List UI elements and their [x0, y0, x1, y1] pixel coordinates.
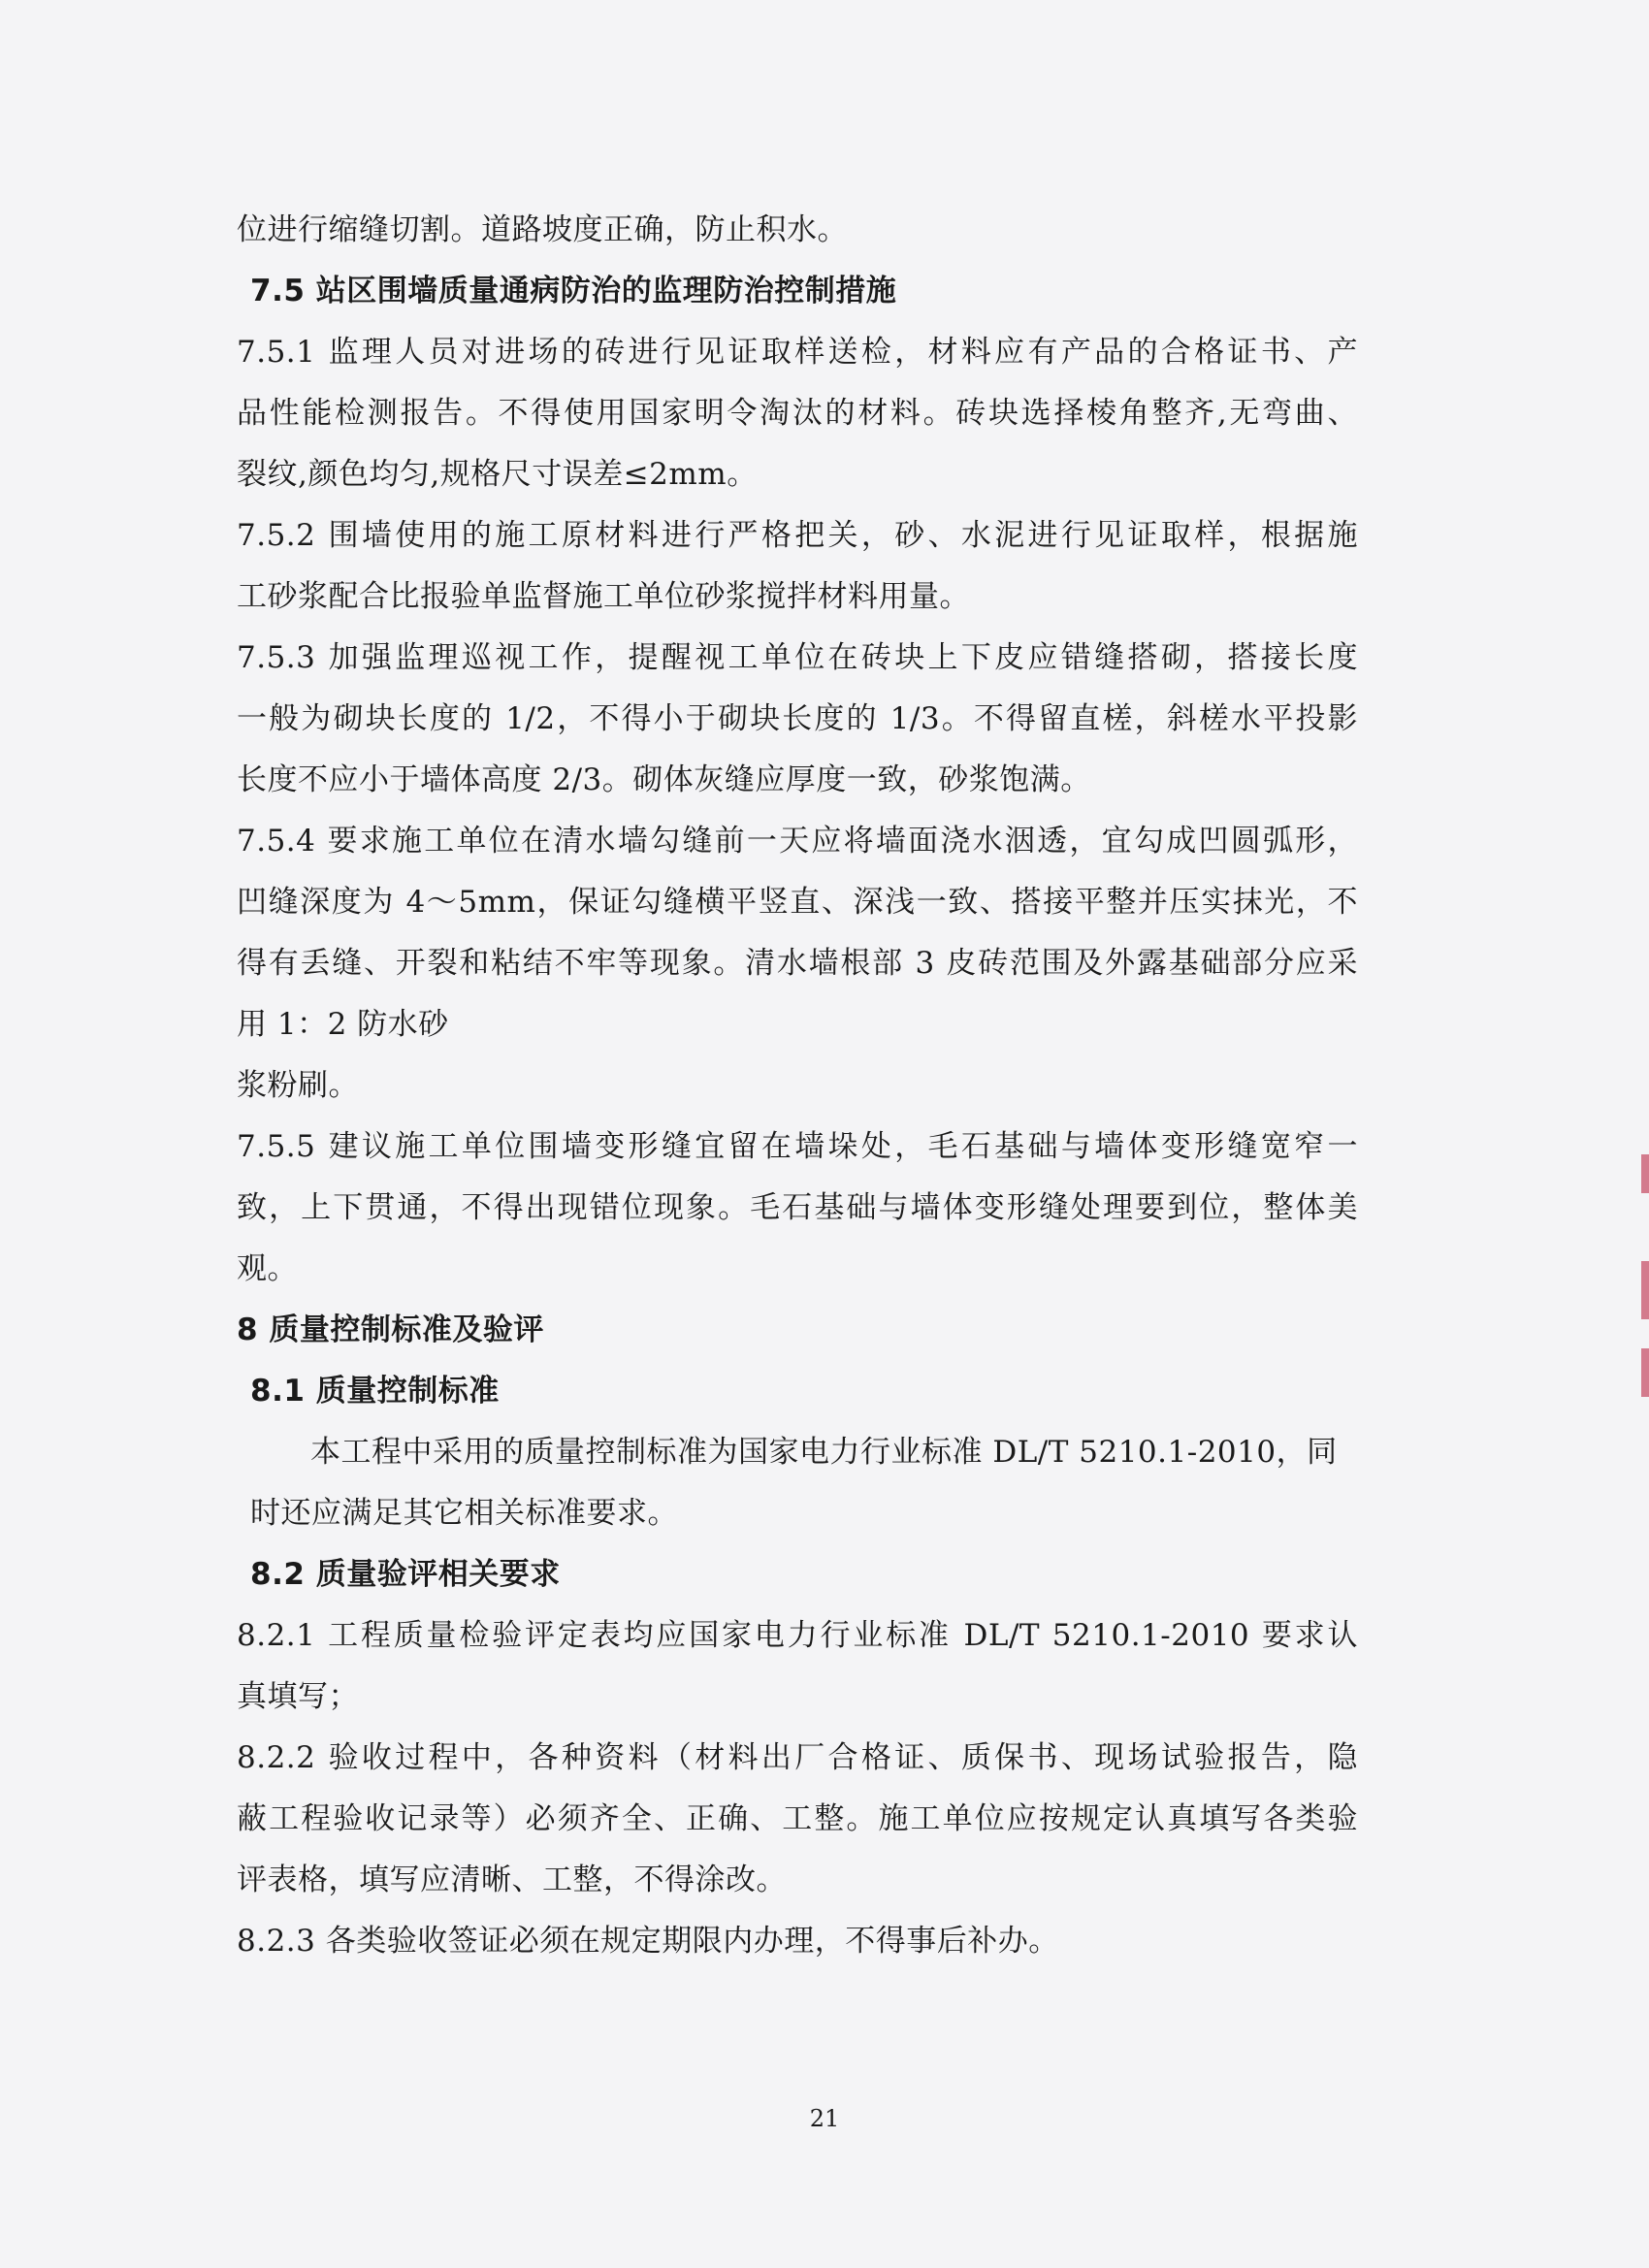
body-line: 8.2.2 验收过程中，各种资料（材料出厂合格证、质保书、现场试验报告，隐 — [237, 1740, 1358, 1775]
body-line: 浆粉刷。 — [237, 1068, 359, 1103]
section-heading-8-2: 8.2 质量验评相关要求 — [250, 1557, 561, 1592]
body-line: 7.5.1 监理人员对进场的砖进行见证取样送检，材料应有产品的合格证书、产 — [237, 335, 1358, 370]
body-line: 工砂浆配合比报验单监督施工单位砂浆搅拌材料用量。 — [237, 579, 970, 614]
body-line: 位进行缩缝切割。道路坡度正确，防止积水。 — [237, 212, 848, 247]
section-heading-8: 8 质量控制标准及验评 — [237, 1312, 544, 1347]
page-number: 21 — [809, 2105, 840, 2132]
body-line: 得有丢缝、开裂和粘结不牢等现象。清水墙根部 3 皮砖范围及外露基础部分应采 — [237, 946, 1358, 981]
body-line: 评表格，填写应清晰、工整，不得涂改。 — [237, 1863, 787, 1897]
body-line: 用 1：2 防水砂 — [237, 1007, 449, 1042]
scan-edge-mark — [1641, 1348, 1649, 1397]
body-line: 7.5.2 围墙使用的施工原材料进行严格把关，砂、水泥进行见证取样，根据施 — [237, 518, 1358, 553]
body-line: 7.5.5 建议施工单位围墙变形缝宜留在墙垛处，毛石基础与墙体变形缝宽窄一 — [237, 1129, 1358, 1164]
body-line: 一般为砌块长度的 1/2，不得小于砌块长度的 1/3。不得留直槎，斜槎水平投影 — [237, 701, 1358, 736]
body-line: 7.5.4 要求施工单位在清水墙勾缝前一天应将墙面浇水洇透，宜勾成凹圆弧形， — [237, 824, 1358, 859]
body-line: 凹缝深度为 4～5mm，保证勾缝横平竖直、深浅一致、搭接平整并压实抹光，不 — [237, 885, 1358, 920]
section-heading-8-1: 8.1 质量控制标准 — [250, 1374, 500, 1409]
scan-edge-mark — [1641, 1154, 1649, 1193]
section-heading-7-5: 7.5 站区围墙质量通病防治的监理防治控制措施 — [250, 274, 897, 308]
body-line: 致，上下贯通，不得出现错位现象。毛石基础与墙体变形缝处理要到位，整体美 — [237, 1190, 1358, 1225]
scan-edge-mark — [1641, 1261, 1649, 1319]
body-line: 裂纹,颜色均匀,规格尺寸误差≤2mm。 — [237, 457, 758, 492]
body-line: 8.2.3 各类验收签证必须在规定期限内办理，不得事后补办。 — [237, 1924, 1059, 1959]
body-line: 7.5.3 加强监理巡视工作，提醒视工单位在砖块上下皮应错缝搭砌，搭接长度 — [237, 640, 1358, 675]
body-line: 本工程中采用的质量控制标准为国家电力行业标准 DL/T 5210.1-2010，同 — [310, 1435, 1338, 1470]
body-line: 品性能检测报告。不得使用国家明令淘汰的材料。砖块选择棱角整齐,无弯曲、 — [237, 396, 1358, 431]
body-line: 真填写； — [237, 1679, 359, 1714]
body-line: 观。 — [237, 1251, 298, 1286]
body-line: 蔽工程验收记录等）必须齐全、正确、工整。施工单位应按规定认真填写各类验 — [237, 1801, 1358, 1836]
body-line: 时还应满足其它相关标准要求。 — [250, 1496, 678, 1531]
body-line: 8.2.1 工程质量检验评定表均应国家电力行业标准 DL/T 5210.1-2010 要求认 — [237, 1618, 1358, 1653]
body-line: 长度不应小于墙体高度 2/3。砌体灰缝应厚度一致，砂浆饱满。 — [237, 762, 1091, 797]
document-body — [237, 200, 1358, 1972]
